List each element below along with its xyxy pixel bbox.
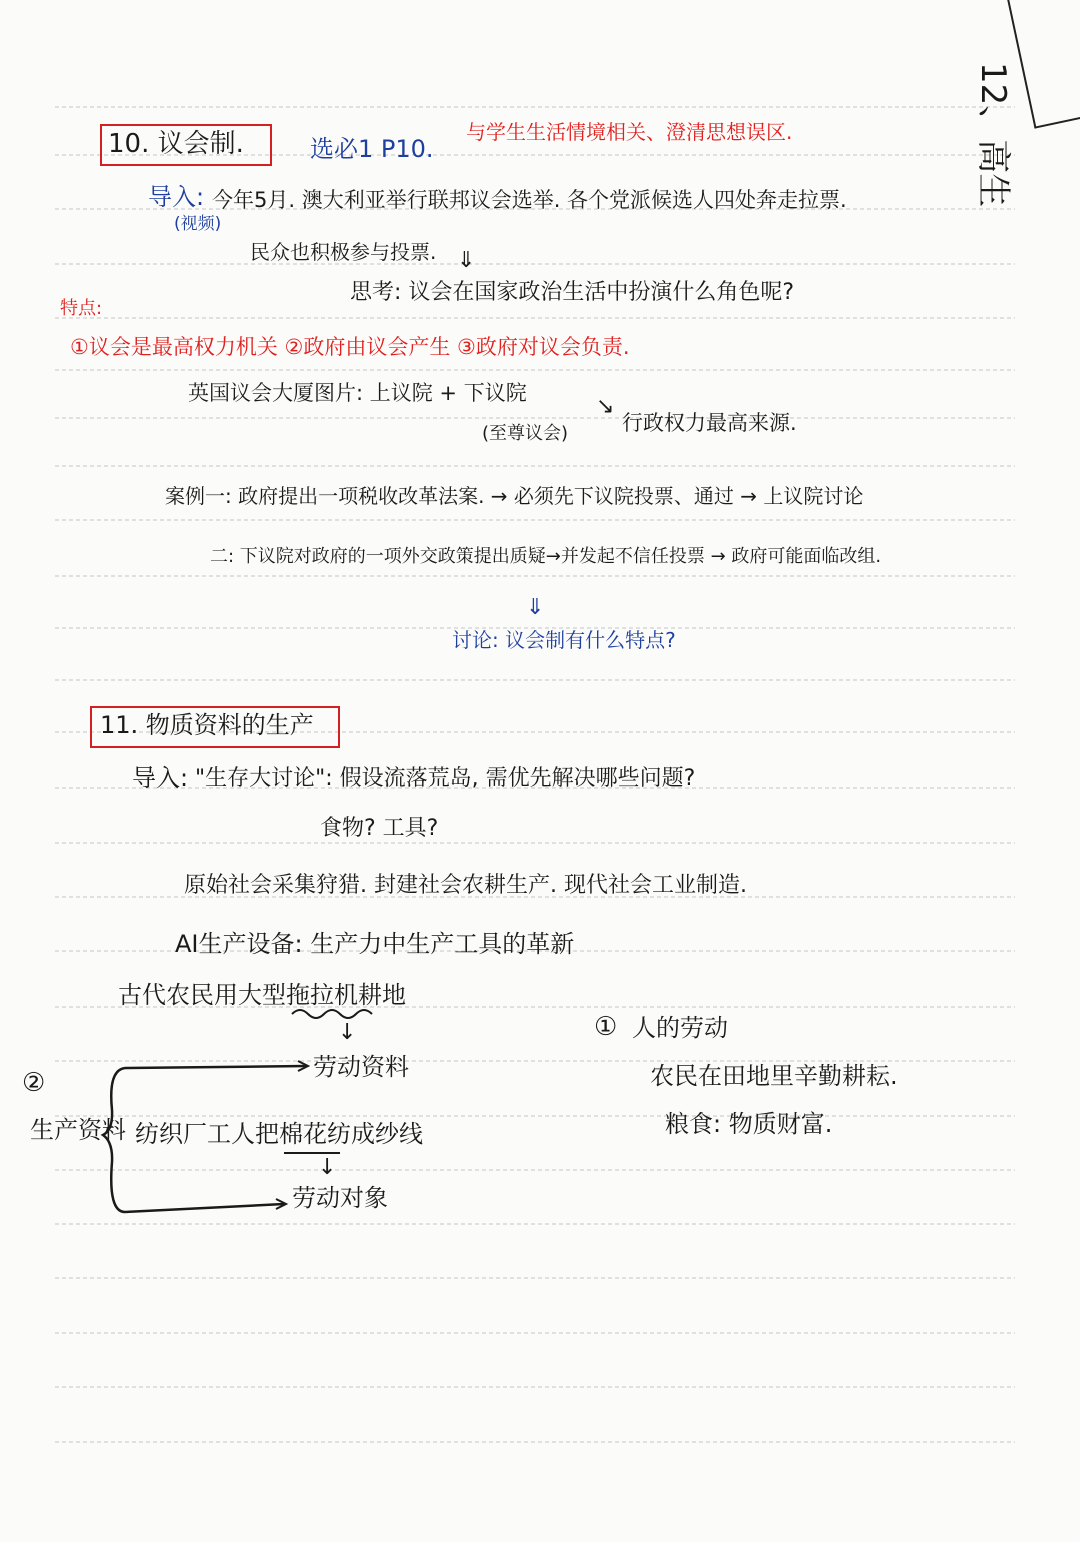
num-2: ② bbox=[22, 1068, 46, 1098]
grain-line: 粮食: 物质财富. bbox=[665, 1110, 833, 1138]
brace-top-line bbox=[125, 1066, 306, 1068]
brace-bracket bbox=[103, 1068, 125, 1212]
section10-source: 选必1 P10. bbox=[310, 135, 434, 163]
section10-intro-label: 导入: bbox=[148, 183, 205, 211]
section10-uk-right: 行政权力最高来源. bbox=[622, 411, 797, 435]
bracket-arrow-icon: ↘ bbox=[596, 394, 615, 419]
section10-intro-line2: 民众也积极参与投票. bbox=[250, 240, 437, 264]
section11-intro-label: 导入: bbox=[132, 764, 189, 792]
section10-features: ①议会是最高权力机关 ②政府由议会产生 ③政府对议会负责. bbox=[70, 335, 630, 359]
section10-discuss: 讨论: 议会制有什么特点? bbox=[452, 628, 676, 652]
farmer-line: 农民在田地里辛勤耕耘. bbox=[650, 1062, 898, 1090]
down-arrow-icon: ⇓ bbox=[457, 248, 476, 273]
human-labor: 人的劳动 bbox=[632, 1014, 728, 1042]
section10-uk-line: 英国议会大厦图片: 上议院 + 下议院 bbox=[188, 381, 527, 405]
wavy-underline bbox=[292, 1010, 372, 1018]
section10-think: 思考: 议会在国家政治生活中扮演什么角色呢? bbox=[350, 280, 795, 305]
brace-bottom-line bbox=[125, 1204, 284, 1212]
down-arrow-icon: ⇓ bbox=[526, 595, 545, 620]
section10-intro-line1: 今年5月. 澳大利亚举行联邦议会选举. 各个党派候选人四处奔走拉票. bbox=[212, 188, 847, 212]
section11-intro-line2: 食物? 工具? bbox=[320, 816, 439, 841]
section11-line3: 原始社会采集狩猎. 封建社会农耕生产. 现代社会工业制造. bbox=[184, 873, 747, 898]
num-1: ① bbox=[594, 1012, 618, 1042]
section10-intro-sub: (视频) bbox=[174, 214, 222, 234]
textile-line: 纺织厂工人把棉花纺成纱线 bbox=[135, 1120, 423, 1148]
section10-uk-sub: (至尊议会) bbox=[482, 423, 569, 444]
section11-intro-line1: "生存大讨论": 假设流落荒岛, 需优先解决哪些问题? bbox=[195, 766, 696, 791]
down-arrow-icon: ↓ bbox=[338, 1020, 357, 1045]
section11-line4: AI生产设备: 生产力中生产工具的革新 bbox=[175, 930, 575, 958]
corner-tag: 12、高生 bbox=[973, 62, 1013, 208]
labor-object: 劳动对象 bbox=[292, 1184, 388, 1212]
means-of-production-label: 生产资料 bbox=[30, 1116, 126, 1144]
section10-case1: 案例一: 政府提出一项税收改革法案. → 必须先下议院投票、通过 → 上议院讨论 bbox=[165, 484, 864, 508]
section10-note: 与学生生活情境相关、澄清思想误区. bbox=[466, 120, 793, 144]
section11-title: 11. 物质资料的生产 bbox=[100, 711, 314, 739]
section10-features-label: 特点: bbox=[60, 298, 103, 319]
down-arrow-icon: ↓ bbox=[318, 1155, 337, 1180]
section10-title: 10. 议会制. bbox=[108, 129, 244, 159]
labor-material: 劳动资料 bbox=[313, 1053, 409, 1081]
section11-line5: 古代农民用大型拖拉机耕地 bbox=[118, 981, 406, 1009]
section10-case2: 二: 下议院对政府的一项外交政策提出质疑→并发起不信任投票 → 政府可能面临改组. bbox=[210, 546, 882, 567]
